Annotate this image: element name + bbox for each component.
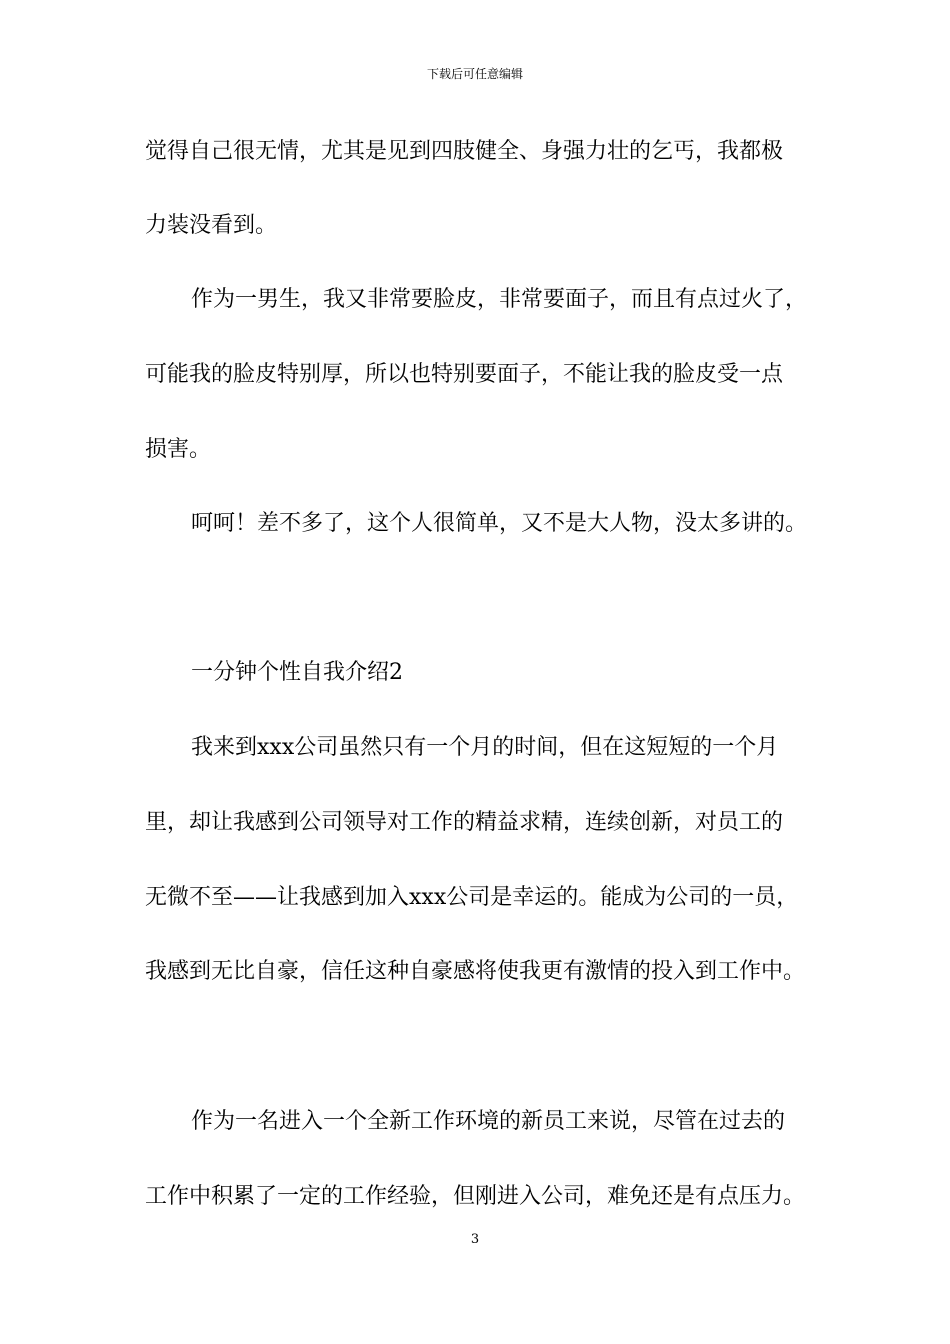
body-text-line: 可能我的脸皮特别厚，所以也特别要面子，不能让我的脸皮受一点 [145, 362, 784, 387]
body-text-line: 无微不至——让我感到加入xxx公司是幸运的。能成为公司的一员， [145, 885, 799, 910]
body-text-line: 我感到无比自豪，信任这种自豪感将使我更有激情的投入到工作中。 [145, 959, 806, 984]
body-text-line: 作为一男生，我又非常要脸皮，非常要面子，而且有点过火了， [191, 287, 808, 312]
body-text-line: 作为一名进入一个全新工作环境的新员工来说，尽管在过去的 [191, 1109, 786, 1134]
body-text-line: 呵呵！差不多了，这个人很简单，又不是大人物，没太多讲的。 [191, 511, 808, 536]
page-number: 3 [470, 1232, 480, 1247]
page-header: 下载后可任意编辑 [426, 67, 523, 81]
body-text-line: 损害。 [145, 437, 212, 462]
section-heading: 一分钟个性自我介绍2 [191, 660, 403, 685]
body-text-line: 力装没看到。 [145, 213, 278, 238]
body-text-line: 我来到xxx公司虽然只有一个月的时间，但在这短短的一个月 [191, 735, 779, 760]
body-text-line: 工作中积累了一定的工作经验，但刚进入公司，难免还是有点压力。 [145, 1184, 806, 1209]
body-text-line: 里，却让我感到公司领导对工作的精益求精，连续创新，对员工的 [145, 810, 784, 835]
body-text-line: 觉得自己很无情，尤其是见到四肢健全、身强力壮的乞丐，我都极 [145, 139, 784, 164]
